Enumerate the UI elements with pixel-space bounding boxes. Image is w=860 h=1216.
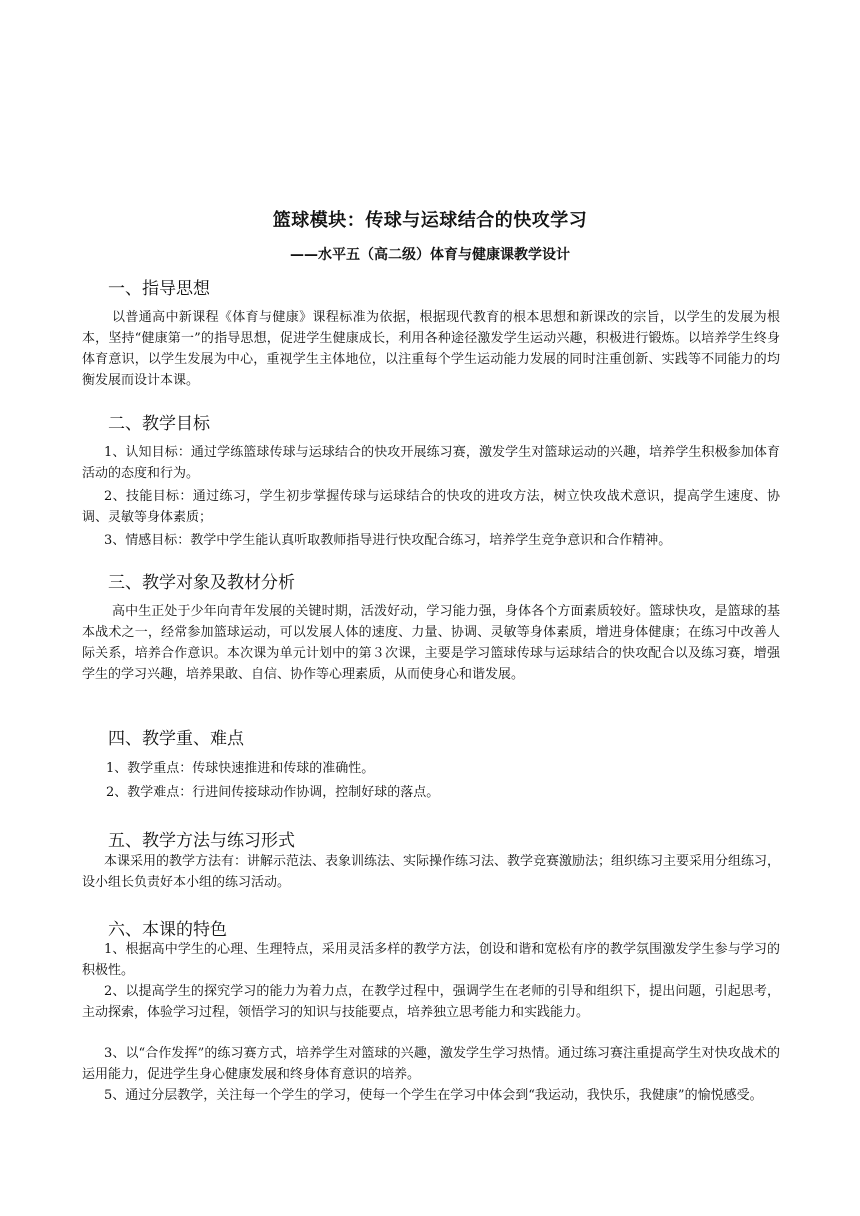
section-paragraph: 本课采用的教学方法有：讲解示范法、表象训练法、实际操作练习法、教学竞赛激励法；组织练习主要采用分组练习，设小组长负责好本小组的练习活动。 [82, 854, 781, 890]
difficulty-item: 2、教学难点：行进间传接球动作协调，控制好球的落点。 [106, 785, 440, 800]
feature-item: 5、通过分层教学，关注每一个学生的学习，使每一个学生在学习中体会到“我运动，我快乐，我健康”的愉悦感受。 [104, 1088, 763, 1103]
feature-item: 2、以提高学生的探究学习的能力为着力点，在教学过程中，强调学生在老师的引导和组织下，提出问题，引起思考，主动探索，体验学习过程，领悟学习的知识与技能要点，培养独立思考能力和实践能力。 [82, 984, 780, 1020]
section-heading-teaching-goals: 二、教学目标 [108, 414, 210, 434]
feature-item: 3、以“合作发挥”的练习赛方式，培养学生对篮球的兴趣，激发学生学习热情。通过练习赛注重提高学生对快攻战术的运用能力，促进学生身心健康发展和终身体育意识的培养。 [82, 1046, 780, 1082]
section-paragraph: 以普通高中新课程《体育与健康》课程标准为依据，根据现代教育的根本思想和新课改的宗旨，以学生的发展为根本，坚持“健康第一”的指导思想，促进学生健康成长，利用各种途径激发学生运动兴趣，积极进行锻炼。以培养学生终身体育意识，以学生发展为中心，重视学生主体地位，以注重每个学生运动能力发展的同时注重创新、实践等不同能力的均衡发展而设计本课。 [82, 310, 780, 388]
key-point-item: 1、教学重点：传球快速推进和传球的准确性。 [106, 761, 375, 776]
section-heading-key-points: 四、教学重、难点 [108, 729, 244, 749]
section-heading-methods: 五、教学方法与练习形式 [108, 831, 295, 851]
section-heading-guiding-ideology: 一、指导思想 [108, 279, 210, 299]
goal-item-skill: 2、技能目标：通过练习，学生初步掌握传球与运球结合的快攻的进攻方法，树立快攻战术意识，提高学生速度、协调、灵敏等身体素质； [82, 489, 780, 525]
section-heading-student-analysis: 三、教学对象及教材分析 [108, 573, 295, 593]
section-heading-features: 六、本课的特色 [108, 920, 227, 940]
feature-item: 1、根据高中学生的心理、生理特点，采用灵活多样的教学方法，创设和谐和宽松有序的教学氛围激发学生参与学习的积极性。 [82, 942, 780, 978]
document-subtitle: ——水平五（高二级）体育与健康课教学设计 [290, 247, 570, 263]
section-paragraph: 高中生正处于少年向青年发展的关键时期，活泼好动，学习能力强，身体各个方面素质较好。篮球快攻，是篮球的基本战术之一，经常参加篮球运动，可以发展人体的速度、力量、协调、灵敏等身体素质，增进身体健康；在练习中改善人际关系，培养合作意识。本次课为单元计划中的第３次课，主要是学习篮球传球与运球结合的快攻配合以及练习赛，增强学生的学习兴趣，培养果敢、自信、协作等心理素质，从而使身心和谐发展。 [82, 604, 780, 682]
goal-item-emotion: 3、情感目标：教学中学生能认真听取教师指导进行快攻配合练习，培养学生竞争意识和合作精神。 [104, 533, 672, 548]
document-title: 篮球模块：传球与运球结合的快攻学习 [272, 210, 588, 231]
goal-item-cognitive: 1、认知目标：通过学练篮球传球与运球结合的快攻开展练习赛，激发学生对篮球运动的兴趣，培养学生积极参加体育活动的态度和行为。 [82, 445, 780, 481]
